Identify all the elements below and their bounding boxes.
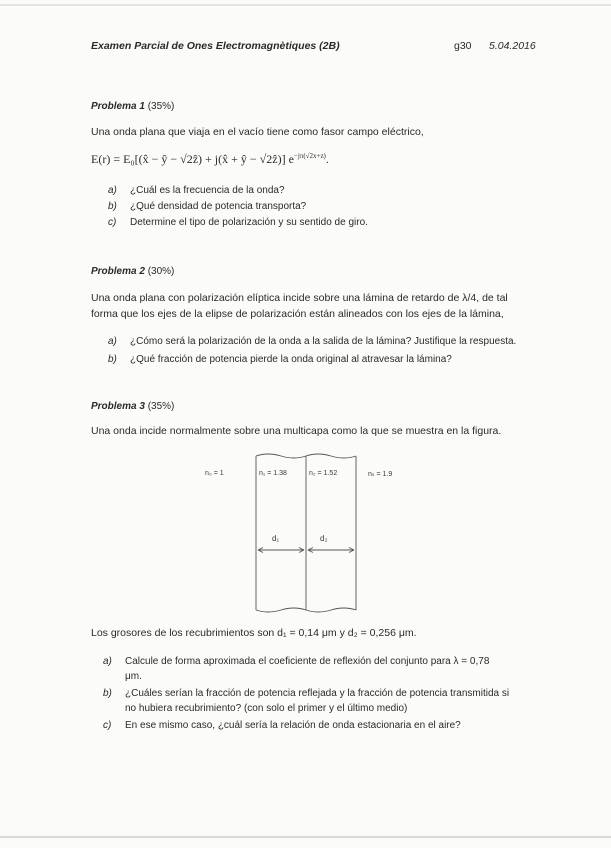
label-n2: n₂ = 1.52 <box>309 470 338 477</box>
problem1-heading <box>91 101 174 112</box>
problem2-item-b: b) ¿Qué fracción de potencia pierde la onda original al atravesar la lámina? <box>108 354 452 365</box>
problem1-item-a: a) ¿Cuál es la frecuencia de la onda? <box>108 185 285 196</box>
exam-date: 5.04.2016 <box>489 40 536 52</box>
problem2-item-a: a) ¿Cómo será la polarización de la onda a la salida de la lámina? Justifique la respuesta. <box>108 336 517 347</box>
problem1-formula <box>91 152 329 167</box>
problem2-weight: (30%) <box>147 266 175 277</box>
problem3-title: Problema 3 <box>91 401 145 412</box>
formula-period: . <box>325 152 329 166</box>
problem1-intro: Una onda plana que viaja en el vacío tiene como fasor campo eléctrico, <box>91 126 424 138</box>
problem3-intro: Una onda incide normalmente sobre una multicapa como la que se muestra en la figura. <box>91 425 502 437</box>
problem3-item-c: c) En ese mismo caso, ¿cuál sería la relación de onda estacionaria en el aire? <box>103 720 461 731</box>
label-n0: n₀ = 1 <box>205 470 224 477</box>
label-d2: d₂ <box>320 534 328 543</box>
problem3-weight: (35%) <box>147 401 175 412</box>
problem1-item-c: c) Determine el tipo de polarización y su sentido de giro. <box>108 217 368 228</box>
problem3-item-b: b) ¿Cuáles serían la fracción de potencia reflejada y la fracción de potencia transmitida si no hubiera recubrimiento? (con solo el primer y el último medio) <box>103 688 510 714</box>
problem2-intro-line2: forma que los ejes de la elipse de polarización están alineados con los ejes de la lámina, <box>91 308 504 320</box>
label-n1: n₁ = 1.38 <box>259 470 287 477</box>
problem2-heading <box>91 266 174 277</box>
problem1-weight: (35%) <box>147 101 175 112</box>
problem1-title: Problema 1 <box>91 101 145 112</box>
problem2-title: Problema 2 <box>91 266 145 277</box>
problem3-thickness: Los grosores de los recubrimientos son d₁ = 0,14 μm y d₂ = 0,256 μm. <box>91 627 417 639</box>
scan-top-edge <box>0 4 611 6</box>
formula-exponent: −jπ(√2x+z) <box>293 152 326 160</box>
problem3-heading <box>91 401 174 412</box>
formula-main: E(r) = E₀[(x̂ − ŷ − √2ẑ) + j(x̂ + ŷ − √2ẑ)] e <box>91 152 294 166</box>
label-d1: d₁ <box>272 534 280 543</box>
problem2-intro <box>91 290 571 322</box>
problem2-intro-line1: Una onda plana con polarización elíptica incide sobre una lámina de retardo de λ/4, de tal <box>91 292 508 304</box>
label-ns: nₛ = 1.9 <box>368 471 393 478</box>
exam-code: g30 <box>454 40 472 52</box>
problem1-item-b: b) ¿Qué densidad de potencia transporta? <box>108 201 307 212</box>
exam-title: Examen Parcial de Ones Electromagnètiques (2B) <box>91 40 340 52</box>
scan-bottom-edge <box>0 836 611 838</box>
problem3-item-a: a) Calcule de forma aproximada el coeficiente de reflexión del conjunto para λ = 0,78 μm. <box>103 656 490 682</box>
